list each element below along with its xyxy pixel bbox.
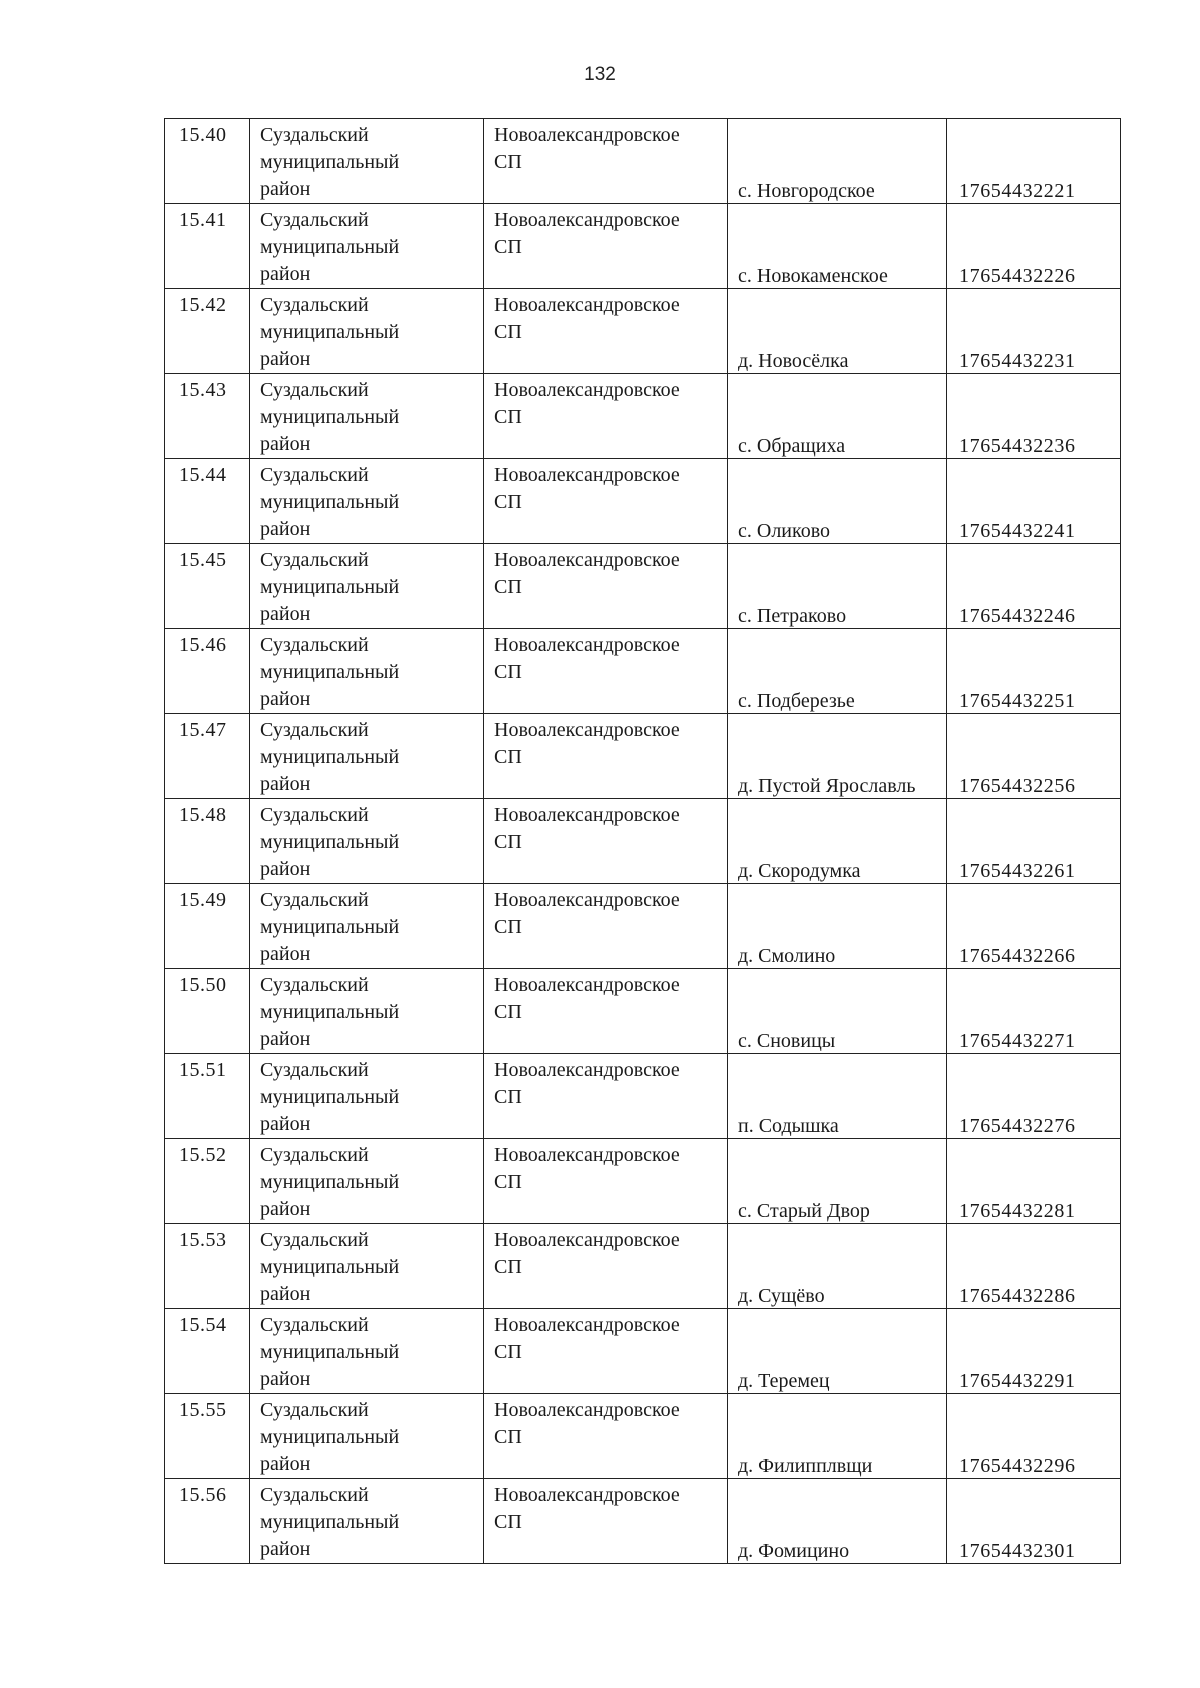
district-cell <box>250 544 484 629</box>
locality-cell <box>728 1309 947 1394</box>
district-line: Суздальский <box>260 294 369 316</box>
locality-name: д. Смолино <box>738 945 836 967</box>
district-cell <box>250 1479 484 1564</box>
oktmo-code: 17654432296 <box>959 1455 1076 1477</box>
locality-name: с. Новокаменское <box>738 265 888 287</box>
settlement-line: СП <box>494 1086 522 1108</box>
settlement-line: Новоалександровское <box>494 294 680 316</box>
district-line: Суздальский <box>260 889 369 911</box>
district-cell <box>250 884 484 969</box>
row-number: 15.46 <box>165 629 250 714</box>
settlement-line: СП <box>494 406 522 428</box>
settlement-line: СП <box>494 151 522 173</box>
locality-name: с. Оликово <box>738 520 831 542</box>
oktmo-code-cell <box>947 374 1121 459</box>
oktmo-code: 17654432291 <box>959 1370 1076 1392</box>
settlement-line: Новоалександровское <box>494 889 680 911</box>
locality-cell <box>728 714 947 799</box>
district-line: муниципальный <box>260 661 400 683</box>
locality-cell <box>728 1479 947 1564</box>
district-line: Суздальский <box>260 634 369 656</box>
table-row <box>165 119 1121 204</box>
district-cell <box>250 629 484 714</box>
row-number: 15.42 <box>165 289 250 374</box>
oktmo-code-cell <box>947 1054 1121 1139</box>
district-line: муниципальный <box>260 916 400 938</box>
district-line: Суздальский <box>260 1484 369 1506</box>
row-number: 15.51 <box>165 1054 250 1139</box>
settlement-line: Новоалександровское <box>494 1144 680 1166</box>
district-line: муниципальный <box>260 831 400 853</box>
locality-name: с. Новгородское <box>738 180 875 202</box>
settlement-line: Новоалександровское <box>494 634 680 656</box>
oktmo-code: 17654432246 <box>959 605 1076 627</box>
district-line: район <box>260 348 311 370</box>
district-line: район <box>260 1028 311 1050</box>
locality-cell <box>728 119 947 204</box>
locality-name: д. Скородумка <box>738 860 861 882</box>
district-line: муниципальный <box>260 746 400 768</box>
settlement-line: Новоалександровское <box>494 804 680 826</box>
district-line: муниципальный <box>260 1426 400 1448</box>
oktmo-code: 17654432276 <box>959 1115 1076 1137</box>
oktmo-code: 17654432266 <box>959 945 1076 967</box>
table-row <box>165 1479 1121 1564</box>
district-line: район <box>260 773 311 795</box>
district-cell <box>250 1054 484 1139</box>
row-number: 15.53 <box>165 1224 250 1309</box>
settlement-cell <box>484 544 728 629</box>
row-number: 15.50 <box>165 969 250 1054</box>
settlement-cell <box>484 1054 728 1139</box>
oktmo-code: 17654432286 <box>959 1285 1076 1307</box>
oktmo-code-cell <box>947 629 1121 714</box>
oktmo-code: 17654432241 <box>959 520 1076 542</box>
oktmo-code-cell <box>947 1139 1121 1224</box>
district-line: Суздальский <box>260 1144 369 1166</box>
settlement-cell <box>484 969 728 1054</box>
settlement-line: СП <box>494 1001 522 1023</box>
district-line: муниципальный <box>260 1341 400 1363</box>
settlement-cell <box>484 1139 728 1224</box>
table-row <box>165 969 1121 1054</box>
locality-name: с. Старый Двор <box>738 1200 870 1222</box>
table-row <box>165 629 1121 714</box>
district-line: Суздальский <box>260 124 369 146</box>
district-line: Суздальский <box>260 1314 369 1336</box>
settlement-line: СП <box>494 321 522 343</box>
oktmo-code-cell <box>947 544 1121 629</box>
district-cell <box>250 1224 484 1309</box>
district-line: район <box>260 433 311 455</box>
district-line: Суздальский <box>260 209 369 231</box>
district-line: муниципальный <box>260 406 400 428</box>
locality-name: п. Содышка <box>738 1115 839 1137</box>
row-number: 15.47 <box>165 714 250 799</box>
settlement-line: Новоалександровское <box>494 209 680 231</box>
settlement-cell <box>484 459 728 544</box>
oktmo-code: 17654432281 <box>959 1200 1076 1222</box>
district-line: район <box>260 1198 311 1220</box>
locality-name: с. Подберезье <box>738 690 855 712</box>
settlement-cell <box>484 799 728 884</box>
table-row <box>165 204 1121 289</box>
settlement-line: Новоалександровское <box>494 1229 680 1251</box>
locality-name: д. Теремец <box>738 1370 830 1392</box>
page-number: 132 <box>584 64 616 85</box>
locality-cell <box>728 544 947 629</box>
row-number: 15.44 <box>165 459 250 544</box>
district-line: район <box>260 1538 311 1560</box>
settlement-cell <box>484 289 728 374</box>
settlement-line: СП <box>494 491 522 513</box>
locality-cell <box>728 459 947 544</box>
oktmo-code: 17654432256 <box>959 775 1076 797</box>
settlement-line: Новоалександровское <box>494 1059 680 1081</box>
locality-cell <box>728 969 947 1054</box>
district-line: район <box>260 178 311 200</box>
locality-cell <box>728 374 947 459</box>
district-line: район <box>260 603 311 625</box>
settlement-cell <box>484 204 728 289</box>
locality-name: д. Филипплвщи <box>738 1455 873 1477</box>
locality-name: д. Фомицино <box>738 1540 850 1562</box>
settlement-cell <box>484 374 728 459</box>
district-line: район <box>260 1368 311 1390</box>
district-line: Суздальский <box>260 464 369 486</box>
district-line: Суздальский <box>260 1229 369 1251</box>
district-line: район <box>260 1113 311 1135</box>
district-line: муниципальный <box>260 576 400 598</box>
district-line: Суздальский <box>260 974 369 996</box>
settlement-line: Новоалександровское <box>494 1399 680 1421</box>
oktmo-code-cell <box>947 289 1121 374</box>
district-line: муниципальный <box>260 1256 400 1278</box>
settlement-line: СП <box>494 661 522 683</box>
district-line: муниципальный <box>260 151 400 173</box>
district-cell <box>250 1309 484 1394</box>
settlement-line: СП <box>494 831 522 853</box>
settlement-line: СП <box>494 1171 522 1193</box>
locality-name: д. Сущёво <box>738 1285 825 1307</box>
district-cell <box>250 799 484 884</box>
table-row <box>165 374 1121 459</box>
oktmo-code-cell <box>947 1479 1121 1564</box>
settlement-line: СП <box>494 1341 522 1363</box>
district-line: муниципальный <box>260 1001 400 1023</box>
district-line: район <box>260 943 311 965</box>
district-line: район <box>260 1283 311 1305</box>
district-cell <box>250 204 484 289</box>
row-number: 15.55 <box>165 1394 250 1479</box>
settlement-line: СП <box>494 1426 522 1448</box>
locality-name: д. Пустой Ярославль <box>738 775 916 797</box>
row-number: 15.43 <box>165 374 250 459</box>
locality-cell <box>728 1054 947 1139</box>
locality-name: д. Новосёлка <box>738 350 849 372</box>
oktmo-code: 17654432251 <box>959 690 1076 712</box>
oktmo-code-cell <box>947 969 1121 1054</box>
table-row <box>165 1309 1121 1394</box>
row-number: 15.56 <box>165 1479 250 1564</box>
table-row <box>165 714 1121 799</box>
oktmo-code-cell <box>947 459 1121 544</box>
settlement-line: СП <box>494 1511 522 1533</box>
oktmo-code-cell <box>947 1224 1121 1309</box>
oktmo-code-cell <box>947 1394 1121 1479</box>
district-line: Суздальский <box>260 379 369 401</box>
settlement-line: Новоалександровское <box>494 719 680 741</box>
district-line: Суздальский <box>260 719 369 741</box>
oktmo-code-cell <box>947 884 1121 969</box>
oktmo-code: 17654432301 <box>959 1540 1076 1562</box>
district-line: муниципальный <box>260 1086 400 1108</box>
district-line: Суздальский <box>260 804 369 826</box>
oktmo-code: 17654432271 <box>959 1030 1076 1052</box>
district-line: район <box>260 1453 311 1475</box>
district-line: район <box>260 858 311 880</box>
locality-cell <box>728 1224 947 1309</box>
oktmo-code: 17654432221 <box>959 180 1076 202</box>
district-line: район <box>260 518 311 540</box>
table-row <box>165 544 1121 629</box>
district-cell <box>250 969 484 1054</box>
locality-name: с. Обращиха <box>738 435 846 457</box>
row-number: 15.52 <box>165 1139 250 1224</box>
locality-cell <box>728 629 947 714</box>
settlement-cell <box>484 1309 728 1394</box>
table-row <box>165 799 1121 884</box>
settlement-cell <box>484 629 728 714</box>
oktmo-code: 17654432226 <box>959 265 1076 287</box>
district-cell <box>250 459 484 544</box>
district-line: Суздальский <box>260 1399 369 1421</box>
district-line: муниципальный <box>260 236 400 258</box>
district-line: Суздальский <box>260 549 369 571</box>
district-cell <box>250 289 484 374</box>
oktmo-code: 17654432236 <box>959 435 1076 457</box>
district-cell <box>250 1394 484 1479</box>
district-line: муниципальный <box>260 321 400 343</box>
row-number: 15.48 <box>165 799 250 884</box>
oktmo-code-cell <box>947 119 1121 204</box>
settlement-cell <box>484 1394 728 1479</box>
table-row <box>165 1054 1121 1139</box>
settlement-line: Новоалександровское <box>494 464 680 486</box>
district-line: муниципальный <box>260 491 400 513</box>
settlement-cell <box>484 119 728 204</box>
settlement-line: СП <box>494 916 522 938</box>
locality-cell <box>728 884 947 969</box>
settlement-line: Новоалександровское <box>494 1314 680 1336</box>
settlement-line: Новоалександровское <box>494 549 680 571</box>
settlement-line: Новоалександровское <box>494 124 680 146</box>
row-number: 15.54 <box>165 1309 250 1394</box>
settlement-line: СП <box>494 236 522 258</box>
settlement-line: Новоалександровское <box>494 379 680 401</box>
settlement-cell <box>484 1479 728 1564</box>
district-cell <box>250 714 484 799</box>
settlement-line: СП <box>494 576 522 598</box>
table-row <box>165 884 1121 969</box>
settlements-table <box>164 118 1121 1564</box>
settlement-cell <box>484 884 728 969</box>
locality-cell <box>728 204 947 289</box>
district-line: район <box>260 688 311 710</box>
oktmo-code-cell <box>947 714 1121 799</box>
locality-cell <box>728 289 947 374</box>
table-row <box>165 459 1121 544</box>
district-cell <box>250 374 484 459</box>
district-line: муниципальный <box>260 1511 400 1533</box>
locality-cell <box>728 1394 947 1479</box>
locality-name: с. Петраково <box>738 605 847 627</box>
settlement-line: СП <box>494 746 522 768</box>
district-line: район <box>260 263 311 285</box>
settlement-cell <box>484 714 728 799</box>
oktmo-code-cell <box>947 799 1121 884</box>
oktmo-code-cell <box>947 204 1121 289</box>
row-number: 15.49 <box>165 884 250 969</box>
table-row <box>165 1139 1121 1224</box>
district-line: Суздальский <box>260 1059 369 1081</box>
oktmo-code: 17654432231 <box>959 350 1076 372</box>
oktmo-code: 17654432261 <box>959 860 1076 882</box>
table-row <box>165 1394 1121 1479</box>
oktmo-code-cell <box>947 1309 1121 1394</box>
table-row <box>165 289 1121 374</box>
district-cell <box>250 119 484 204</box>
locality-name: с. Сновицы <box>738 1030 836 1052</box>
settlement-line: СП <box>494 1256 522 1278</box>
settlement-line: Новоалександровское <box>494 974 680 996</box>
row-number: 15.40 <box>165 119 250 204</box>
table-row <box>165 1224 1121 1309</box>
locality-cell <box>728 799 947 884</box>
settlement-line: Новоалександровское <box>494 1484 680 1506</box>
row-number: 15.41 <box>165 204 250 289</box>
settlement-cell <box>484 1224 728 1309</box>
locality-cell <box>728 1139 947 1224</box>
district-cell <box>250 1139 484 1224</box>
district-line: муниципальный <box>260 1171 400 1193</box>
table-body <box>165 119 1121 1564</box>
row-number: 15.45 <box>165 544 250 629</box>
